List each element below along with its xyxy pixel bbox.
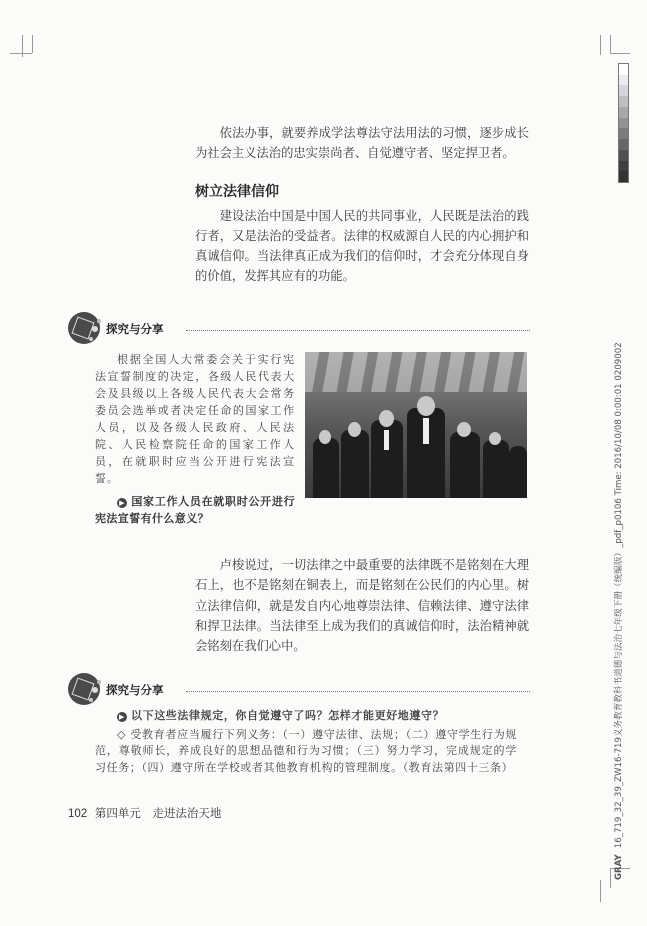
explore-icon <box>68 673 100 705</box>
crop-mark <box>600 880 601 902</box>
explore-question-1: ▶ 国家工作人员在就职时公开进行宪法宣誓有什么意义？ <box>95 495 295 525</box>
explore-title: 探究与分享 <box>106 683 164 697</box>
page-number: 102 <box>68 808 88 820</box>
paragraph-rousseau: 卢梭说过，一切法律之中最重要的法律既不是铭刻在大理石上，也不是铭刻在铜表上，而是铭刻在公民们的内心里。树立法律信仰，就是发自内心地尊崇法律、信赖法律、遵守法律和捍卫法律。当法律至上成为我们的真诚信仰时，法治精神就会铭刻在我们心中。 <box>195 558 529 654</box>
play-arrow-icon: ▶ <box>117 712 127 722</box>
side-print-label: GRAY16_719_32_39_ZW16-719义务教育教科书道德与法治七年级下册（统编版）_pdf_p0106 Time: 2016/10/08 0:00:01 0209002 <box>614 342 624 880</box>
gray-calibration-bar <box>618 63 629 183</box>
explore-title: 探究与分享 <box>106 322 164 336</box>
explore-text-1: 根据全国人大常委会关于实行宪法宣誓制度的决定，各级人民代表大会及县级以上各级人民代表大会常务委员会选举或者决定任命的国家工作人员，以及各级人民政府、人民法院、人民检察院任命的国家工作人员，在就职时应当公开进行宪法宣誓。 <box>95 353 295 485</box>
explore-text-2: ◇ 受教育者应当履行下列义务：（一）遵守法律、法规；（二）遵守学生行为规范，尊敬师长，养成良好的思想品德和行为习惯；（三）努力学习，完成规定的学习任务；（四）遵守所在学校或者其他教育机构的管理制度。（教育法第四十三条） <box>95 727 517 774</box>
paragraph-intro: 依法办事，就要养成学法尊法守法用法的习惯，逐步成长为社会主义法治的忠实崇尚者、自觉遵守者、坚定捍卫者。 <box>195 126 529 161</box>
explore-icon <box>68 312 100 344</box>
middle-text-column <box>195 555 529 656</box>
explore-box-1-text <box>95 351 295 527</box>
section-heading: 树立法律信仰 <box>195 183 279 200</box>
crop-mark <box>610 868 611 888</box>
crop-mark <box>10 53 32 54</box>
page-footer <box>68 805 221 821</box>
oath-photo <box>305 352 527 498</box>
crop-mark <box>32 35 33 53</box>
top-text-column <box>195 123 529 287</box>
crop-mark <box>610 53 630 54</box>
play-arrow-icon: ▶ <box>117 498 127 508</box>
explore-box-2-text <box>95 708 517 776</box>
explore-share-header-1 <box>68 312 530 346</box>
explore-share-header-2 <box>68 673 530 707</box>
dotted-divider <box>186 330 530 331</box>
explore-question-2: ▶ 以下这些法律规定，你自觉遵守了吗？怎样才能更好地遵守？ <box>119 709 445 722</box>
unit-title: 第四单元 走进法治天地 <box>94 806 222 820</box>
dotted-divider <box>186 691 530 692</box>
crop-mark <box>600 35 601 55</box>
paragraph-faith: 建设法治中国是中国人民的共同事业，人民既是法治的践行者，又是法治的受益者。法律的权威源自人民的内心拥护和真诚信仰。当法律真正成为我们的信仰时，才会充分体现自身的价值，发挥其应有的功能。 <box>195 208 529 284</box>
crop-mark <box>610 35 611 53</box>
